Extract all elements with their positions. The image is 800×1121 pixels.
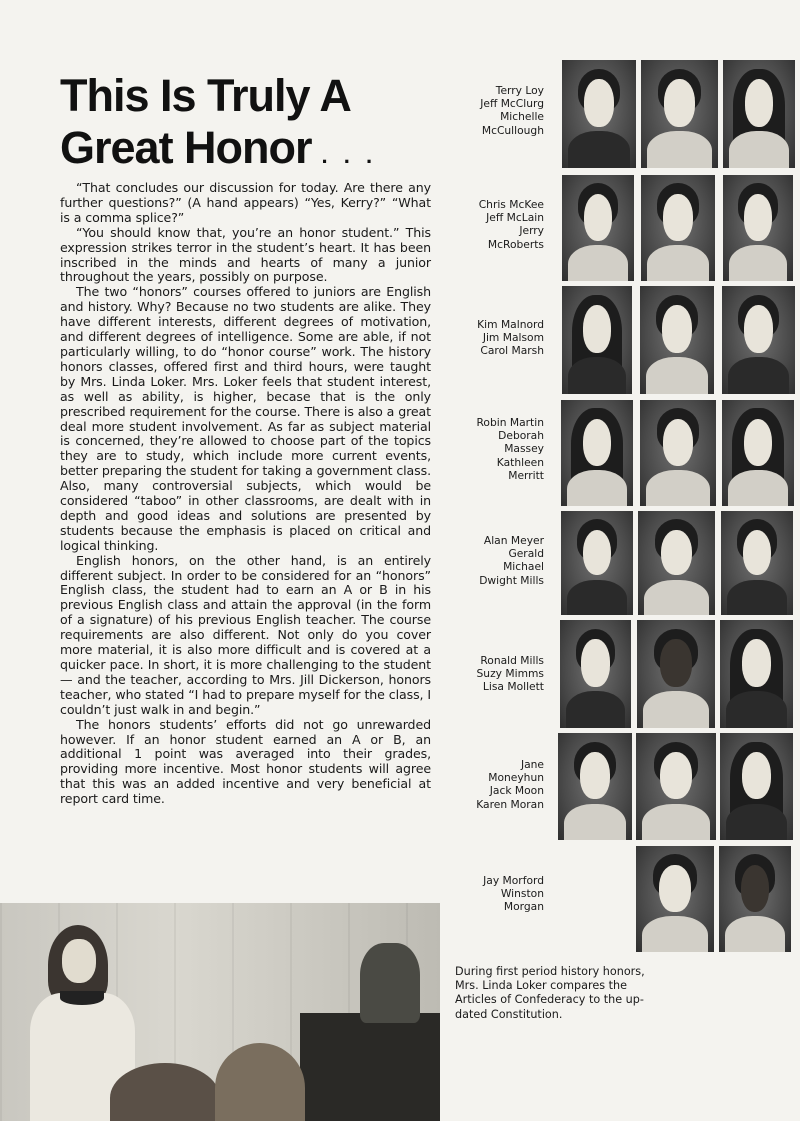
student-name: Robin Martin (476, 416, 544, 429)
student-name: Jerry (519, 224, 544, 238)
student-name: Morgan (503, 900, 544, 914)
student-name: Moneyhun (488, 771, 544, 785)
student-name: Jeff McClurg (480, 97, 544, 111)
headline-ellipsis: . . . (321, 143, 378, 168)
student-portrait (640, 400, 716, 506)
article-body (60, 181, 431, 807)
student-name: Deborah (498, 429, 544, 443)
headline-line-2-text: Great Honor (60, 122, 312, 173)
student-name: Kim Malnord (477, 318, 544, 331)
student-name: Ronald Mills (480, 654, 544, 667)
student-portrait (636, 733, 716, 840)
student-name: Jim Malsom (482, 331, 544, 345)
student-portrait (720, 733, 793, 840)
student-portrait (562, 286, 632, 394)
student-name: Terry Loy (495, 84, 544, 97)
row-6-names (440, 654, 544, 694)
student-portrait (722, 286, 795, 394)
row-3-names (440, 318, 544, 358)
student-name: McCullough (481, 123, 544, 137)
student-portrait (720, 620, 793, 728)
student-portrait (640, 286, 714, 394)
student-portrait (723, 60, 795, 168)
student-portrait (558, 733, 632, 840)
student-portrait (722, 400, 794, 506)
row-7-names (440, 758, 544, 811)
student-portrait (641, 60, 718, 168)
article-headline (60, 70, 460, 182)
article-paragraph: The two “honors” courses offered to juniors are English and history. Why? Because no two students are alike. They have different interests, different degrees of motivation, and different degrees of intelligence. Some are able, if not particularly willing, to do “honor course” work. The history honors classes, offered first and third hours, were taught by Mrs. Linda Loker. Mrs. Loker feels that student interest, as well as ability, is higher, becase that is the only prescribed requirement for the course. There is also a great deal more student involvement. As far as subject material is concerned, they’re allowed to choose part of the topics they are to study, which include more current events, better preparing the student for taking a government class. Also, many controversial subjects, which would be considered “taboo” in other classrooms, are dealt with in depth and good ideas and solutions are presented by students because the emphasis is placed on critical and logical thinking. (60, 284, 431, 553)
student-name: Jack Moon (489, 784, 544, 798)
article-paragraph: The honors students’ efforts did not go unrewarded however. If an honor student earned an A or B, an additional 1 point was averaged into their grades, providing more incentive. Most honor students will agree that this was an added incentive and very beneficial at report card time. (60, 716, 431, 807)
student-portrait (562, 60, 636, 168)
student-name: Gerald (508, 547, 544, 561)
student-name: Jane (520, 758, 544, 771)
row-8-names (440, 874, 544, 914)
headline-line-1: This Is Truly A (60, 70, 351, 121)
row-2-names (440, 198, 544, 251)
student-name: Dwight Mills (479, 573, 544, 587)
student-name: Lisa Mollett (482, 680, 544, 694)
student-name: Michelle (500, 110, 544, 124)
student-name: McRoberts (487, 237, 544, 251)
student-portrait (562, 175, 634, 281)
student-portrait (723, 175, 793, 281)
student-name: Jay Morford (483, 874, 544, 887)
student-portrait (641, 175, 715, 281)
student-name: Chris McKee (478, 198, 544, 211)
student-name: Suzy Mimms (476, 667, 544, 681)
headline-line-2 (60, 122, 460, 182)
row-4-names (440, 416, 544, 482)
student-portrait (561, 400, 633, 506)
student-portrait (719, 846, 791, 952)
row-5-names (440, 534, 544, 587)
row-1-names (440, 84, 544, 137)
student-name: Merritt (508, 468, 544, 482)
student-name: Carol Marsh (480, 344, 544, 358)
student-portrait (721, 511, 793, 615)
article-paragraph: “That concludes our discussion for today. Are there any further questions?” (A hand appears) “Yes, Kerry?” “What is a comma splice?” (60, 180, 431, 225)
student-portrait (561, 511, 633, 615)
student-name: Winston (500, 887, 544, 901)
student-name: Massey (504, 442, 544, 456)
article-paragraph: English honors, on the other hand, is an entirely different subject. In order to be considered for an “honors” English class, the student had to earn an A or B in his previous English class and attain the approval (in the form of a signature) of his previous English teacher. The course requirements are also different. Not only do you cover more material, it is also more difficult and is covered at a quicker pace. In short, it is more challenging to the student — and the teacher, according to Mrs. Jill Dickerson, honors teacher, who stated “I had to prepare myself for the class, I couldn’t just walk in and begin.” (60, 552, 431, 717)
student-name: Karen Moran (476, 797, 544, 811)
student-name: Michael (503, 560, 544, 574)
article-paragraph: “You should know that, you’re an honor student.” This expression strikes terror in the student’s heart. It has been inscribed in the minds and hearts of many a junior throughout the years, possibly on purpose. (60, 224, 431, 285)
classroom-photo (0, 903, 440, 1121)
student-portrait (636, 846, 714, 952)
student-portrait (637, 620, 715, 728)
student-portrait (638, 511, 715, 615)
student-name: Jeff McLain (486, 211, 544, 225)
student-name: Kathleen (496, 455, 544, 469)
photo-caption: During first period history honors, Mrs. Linda Loker compares the Articles of Confederacy to the up-dated Constitution. (455, 965, 645, 1021)
student-name: Alan Meyer (483, 534, 544, 547)
student-portrait (560, 620, 631, 728)
